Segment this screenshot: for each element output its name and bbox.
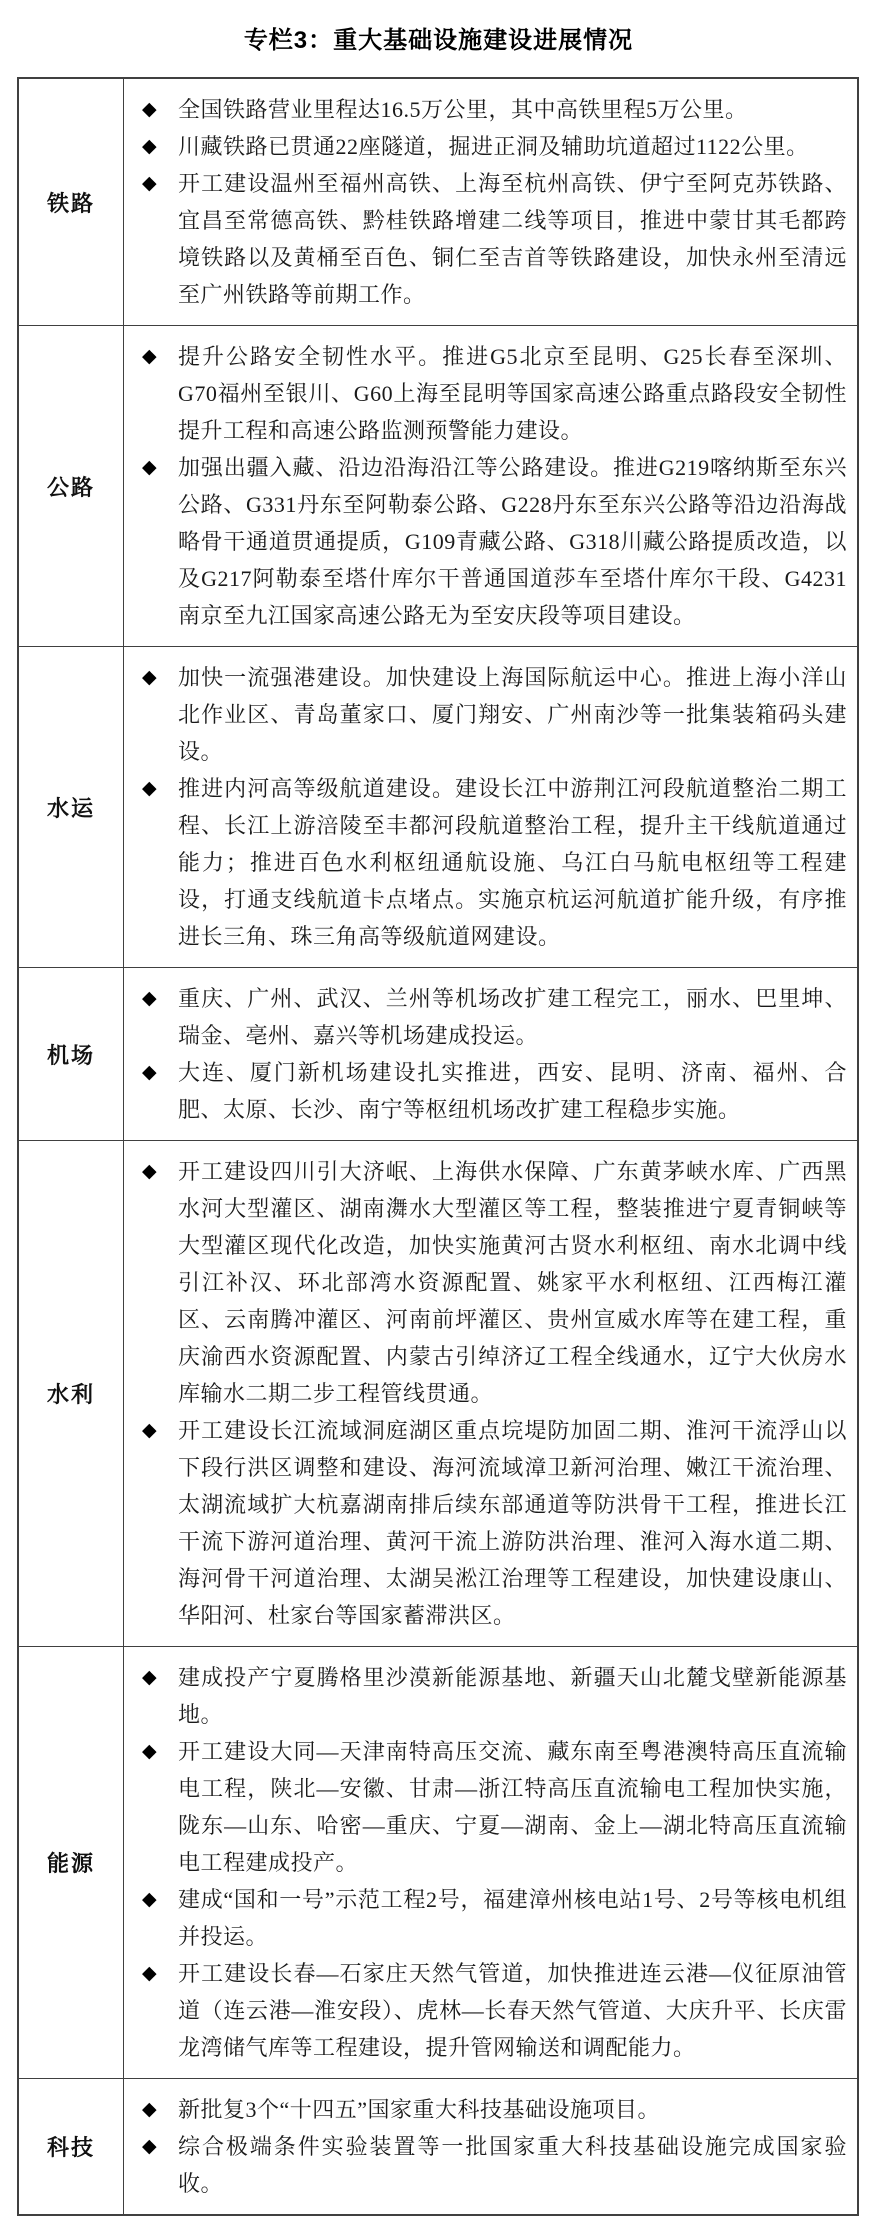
- page-title: 专栏3：重大基础设施建设进展情况: [243, 27, 634, 54]
- diamond-bullet-icon: ◆: [142, 667, 157, 688]
- row-label-text: 水运: [46, 795, 95, 821]
- list-item: [134, 2128, 847, 2202]
- diamond-bullet-icon: ◆: [142, 1062, 157, 1083]
- diamond-bullet-icon: ◆: [142, 1963, 157, 1984]
- row-label: [19, 647, 124, 967]
- list-item-text: 加强出疆入藏、沿边沿海沿江等公路建设。推进G219喀纳斯至东兴公路、G331丹东至阿勒泰公路、G228丹东至东兴公路等沿边沿海战略骨干通道贯通提质，G109青藏公路、G318川藏公路提质改造，以及G217阿勒泰至塔什库尔干普通国道莎车至塔什库尔干段、G4231南京至九江国家高速公路无为至安庆段等项目建设。: [178, 455, 847, 628]
- row-items: [124, 326, 857, 646]
- diamond-bullet-icon: ◆: [142, 1420, 157, 1441]
- infrastructure-table: [17, 77, 859, 2216]
- diamond-bullet-icon: ◆: [142, 2099, 157, 2120]
- row-label-text: 公路: [46, 474, 95, 500]
- table-row: [19, 325, 857, 646]
- row-label-text: 科技: [46, 2135, 95, 2160]
- list-item: [134, 1733, 847, 1881]
- diamond-bullet-icon: ◆: [142, 1741, 157, 1762]
- diamond-bullet-icon: ◆: [142, 988, 157, 1009]
- list-item: [134, 1955, 847, 2066]
- row-label: [19, 968, 124, 1140]
- table-row: [19, 967, 857, 1140]
- row-label-text: 水利: [46, 1382, 95, 1407]
- list-item-text: 开工建设长春—石家庄天然气管道，加快推进连云港—仪征原油管道（连云港—淮安段）、虎林—长春天然气管道、大庆升平、长庆雷龙湾储气库等工程建设，提升管网输送和调配能力。: [178, 1961, 847, 2060]
- list-item-text: 重庆、广州、武汉、兰州等机场改扩建工程完工，丽水、巴里坤、瑞金、亳州、嘉兴等机场建成投运。: [178, 986, 847, 1048]
- diamond-bullet-icon: ◆: [142, 457, 157, 478]
- list-item: [134, 128, 847, 165]
- row-label: [19, 79, 124, 325]
- list-item-text: 开工建设大同—天津南特高压交流、藏东南至粤港澳特高压直流输电工程，陕北—安徽、甘肃—浙江特高压直流输电工程加快实施，陇东—山东、哈密—重庆、宁夏—湖南、金上—湖北特高压直流输电工程建成投产。: [178, 1739, 847, 1875]
- list-item-text: 开工建设长江流域洞庭湖区重点垸堤防加固二期、淮河干流浮山以下段行洪区调整和建设、海河流域漳卫新河治理、嫩江干流治理、太湖流域扩大杭嘉湖南排后续东部通道等防洪骨干工程，推进长江干流下游河道治理、黄河干流上游防洪治理、淮河入海水道二期、海河骨干河道治理、太湖吴淞江治理等工程建设，加快建设康山、华阳河、杜家台等国家蓄滞洪区。: [178, 1418, 847, 1628]
- diamond-bullet-icon: ◆: [142, 346, 157, 367]
- table-row: [19, 2078, 857, 2214]
- list-item: [134, 449, 847, 634]
- row-items: [124, 1647, 857, 2078]
- list-item: [134, 1153, 847, 1412]
- diamond-bullet-icon: ◆: [142, 1889, 157, 1910]
- list-item: [134, 770, 847, 955]
- list-item-text: 建成投产宁夏腾格里沙漠新能源基地、新疆天山北麓戈壁新能源基地。: [178, 1665, 847, 1727]
- list-item-text: 加快一流强港建设。加快建设上海国际航运中心。推进上海小洋山北作业区、青岛董家口、厦门翔安、广州南沙等一批集装箱码头建设。: [178, 665, 847, 764]
- list-item: [134, 1054, 847, 1128]
- diamond-bullet-icon: ◆: [142, 136, 157, 157]
- diamond-bullet-icon: ◆: [142, 173, 157, 194]
- list-item-text: 综合极端条件实验装置等一批国家重大科技基础设施完成国家验收。: [178, 2134, 847, 2196]
- row-items: [124, 968, 857, 1140]
- list-item: [134, 980, 847, 1054]
- table-row: [19, 1646, 857, 2078]
- list-item: [134, 91, 847, 128]
- list-item: [134, 338, 847, 449]
- table-row: [19, 79, 857, 325]
- table-row: [19, 646, 857, 967]
- row-items: [124, 79, 857, 325]
- list-item-text: 大连、厦门新机场建设扎实推进，西安、昆明、济南、福州、合肥、太原、长沙、南宁等枢纽机场改扩建工程稳步实施。: [178, 1060, 847, 1122]
- row-label: [19, 326, 124, 646]
- row-label: [19, 2079, 124, 2214]
- list-item-text: 开工建设四川引大济岷、上海供水保障、广东黄茅峡水库、广西黑水河大型灌区、湖南㵲水大型灌区等工程，整装推进宁夏青铜峡等大型灌区现代化改造，加快实施黄河古贤水利枢纽、南水北调中线引江补汉、环北部湾水资源配置、姚家平水利枢纽、江西梅江灌区、云南腾冲灌区、河南前坪灌区、贵州宣威水库等在建工程，重庆渝西水资源配置、内蒙古引绰济辽工程全线通水，辽宁大伙房水库输水二期二步工程管线贯通。: [178, 1159, 847, 1406]
- list-item-text: 全国铁路营业里程达16.5万公里，其中高铁里程5万公里。: [178, 97, 748, 122]
- list-item-text: 开工建设温州至福州高铁、上海至杭州高铁、伊宁至阿克苏铁路、宜昌至常德高铁、黔桂铁路增建二线等项目，推进中蒙甘其毛都跨境铁路以及黄桶至百色、铜仁至吉首等铁路建设，加快永州至清远至广州铁路等前期工作。: [178, 171, 847, 307]
- diamond-bullet-icon: ◆: [142, 1161, 157, 1182]
- diamond-bullet-icon: ◆: [142, 778, 157, 799]
- row-label-text: 机场: [46, 1042, 95, 1068]
- row-label: [19, 1141, 124, 1646]
- row-label-text: 能源: [46, 1851, 95, 1876]
- list-item: [134, 659, 847, 770]
- list-item-text: 提升公路安全韧性水平。推进G5北京至昆明、G25长春至深圳、G70福州至银川、G60上海至昆明等国家高速公路重点路段安全韧性提升工程和高速公路监测预警能力建设。: [178, 344, 847, 443]
- list-item-text: 新批复3个“十四五”国家重大科技基础设施项目。: [178, 2097, 661, 2122]
- list-item-text: 推进内河高等级航道建设。建设长江中游荆江河段航道整治二期工程、长江上游涪陵至丰都河段航道整治工程，提升主干线航道通过能力；推进百色水利枢纽通航设施、乌江白马航电枢纽等工程建设，打通支线航道卡点堵点。实施京杭运河航道扩能升级，有序推进长三角、珠三角高等级航道网建设。: [178, 776, 847, 949]
- row-items: [124, 647, 857, 967]
- list-item: [134, 1412, 847, 1634]
- diamond-bullet-icon: ◆: [142, 2136, 157, 2157]
- list-item: [134, 2091, 847, 2128]
- table-row: [19, 1140, 857, 1646]
- row-label: [19, 1647, 124, 2078]
- list-item: [134, 1881, 847, 1955]
- list-item: [134, 165, 847, 313]
- row-items: [124, 1141, 857, 1646]
- list-item: [134, 1659, 847, 1733]
- row-items: [124, 2079, 857, 2214]
- list-item-text: 建成“国和一号”示范工程2号，福建漳州核电站1号、2号等核电机组并投运。: [178, 1887, 847, 1949]
- row-label-text: 铁路: [46, 190, 95, 216]
- list-item-text: 川藏铁路已贯通22座隧道，掘进正洞及辅助坑道超过1122公里。: [178, 134, 809, 159]
- diamond-bullet-icon: ◆: [142, 1667, 157, 1688]
- diamond-bullet-icon: ◆: [142, 99, 157, 120]
